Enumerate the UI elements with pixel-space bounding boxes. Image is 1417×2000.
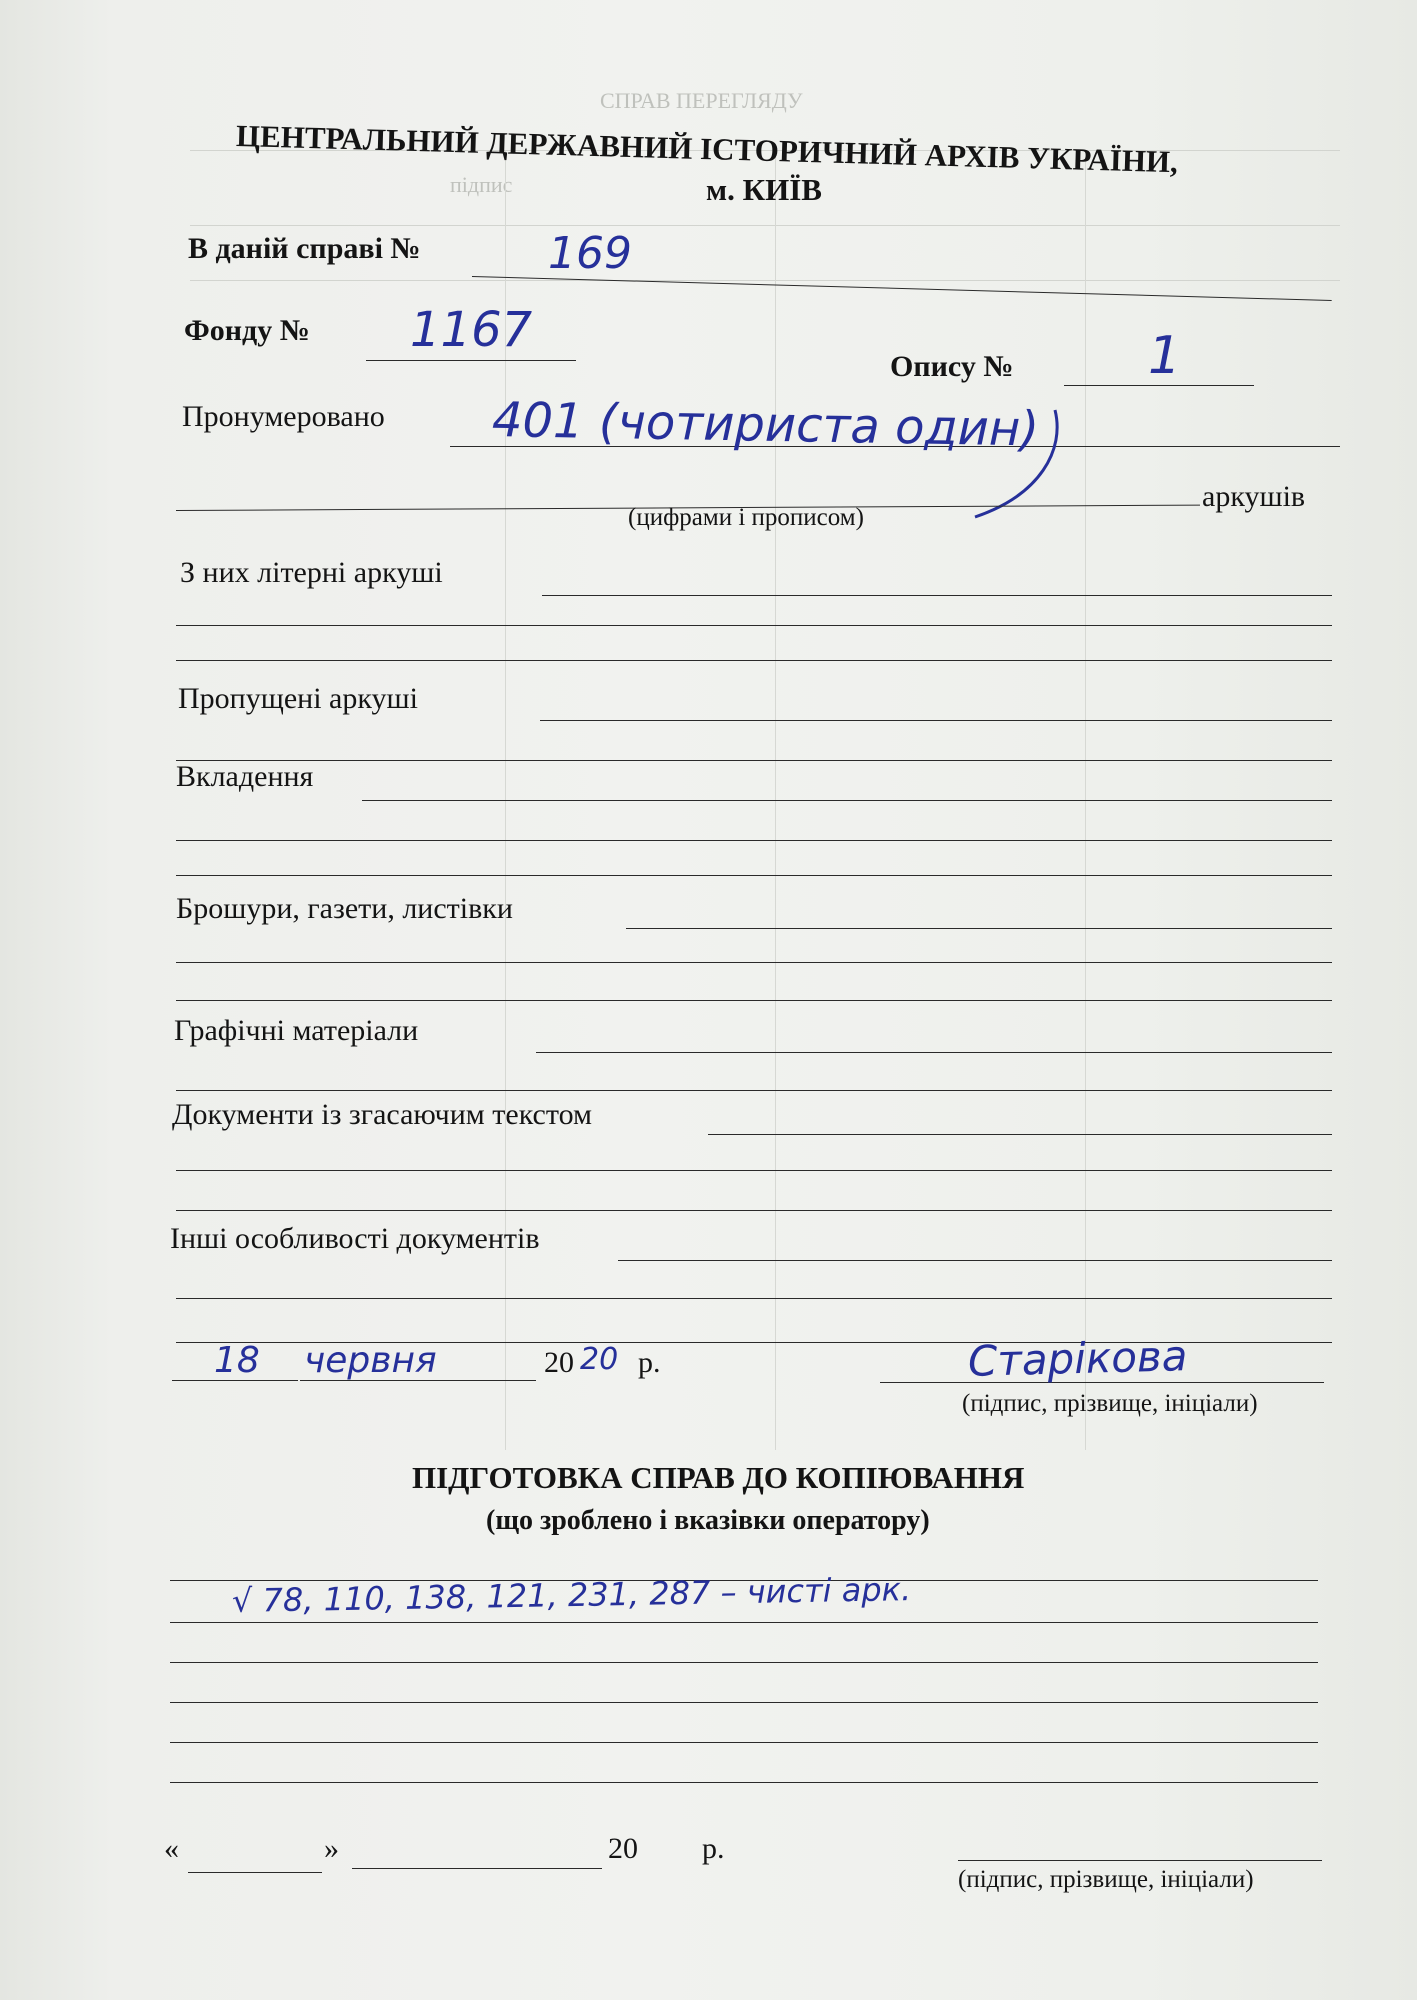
inventory-number-value: 1 (1148, 326, 1182, 386)
numbered-caption: (цифрами і прописом) (628, 504, 864, 531)
bottom-signature-caption: (підпис, прізвище, ініціали) (958, 1866, 1254, 1893)
bottom-signature-line (958, 1860, 1322, 1861)
missing-sheets-line-1 (540, 720, 1332, 721)
graphic-materials-line-1 (536, 1052, 1332, 1053)
numbered-label: Пронумеровано (182, 400, 385, 433)
graphic-materials-line-2 (176, 1090, 1332, 1091)
handwritten-signature: Старікова (967, 1331, 1189, 1386)
letter-sheets-line-2 (176, 625, 1332, 626)
open-quote: « (164, 1832, 179, 1865)
attachments-line-2 (176, 840, 1332, 841)
other-features-label: Інші особливості документів (170, 1222, 540, 1255)
copy-prep-line-4 (170, 1702, 1318, 1703)
ghost-text: СПРАВ ПЕРЕГЛЯДУ (600, 88, 803, 113)
ghost-text: підпис (450, 172, 513, 197)
other-features-line-1 (618, 1260, 1332, 1261)
fading-docs-line-2 (176, 1170, 1332, 1171)
close-quote: » (324, 1832, 339, 1865)
bottom-day-line (188, 1872, 322, 1873)
copy-prep-subtitle: (що зроблено і вказівки оператору) (486, 1505, 930, 1536)
case-number-value: 169 (548, 228, 632, 279)
date-month: червня (304, 1340, 437, 1381)
signature-caption: (підпис, прізвище, ініціали) (962, 1390, 1258, 1417)
brochures-line-2 (176, 962, 1332, 963)
handwritten-stroke (960, 405, 1070, 525)
attachments-line-3 (176, 875, 1332, 876)
fading-docs-label: Документи із згасаючим текстом (172, 1098, 592, 1131)
brochures-line-3 (176, 1000, 1332, 1001)
fading-docs-line-1 (708, 1134, 1332, 1135)
case-number-label: В даній справі № (188, 232, 421, 265)
attachments-label: Вкладення (176, 760, 314, 793)
letter-sheets-label: З них літерні аркуші (180, 556, 443, 589)
numbered-value: 401 (чотириста один) (491, 392, 1040, 458)
inventory-number-label: Опису № (890, 350, 1014, 383)
date-day: 18 (214, 1340, 260, 1381)
ghost-line (190, 225, 1340, 226)
year-abbrev: р. (638, 1346, 661, 1379)
ghost-line (190, 280, 1340, 281)
copy-prep-note: √ 78, 110, 138, 121, 231, 287 – чисті арк. (231, 1570, 912, 1620)
bottom-year-abbrev: р. (702, 1832, 725, 1865)
other-features-line-2 (176, 1298, 1332, 1299)
attachments-line-1 (362, 800, 1332, 801)
brochures-line-1 (626, 928, 1332, 929)
fond-number-line (366, 360, 576, 361)
bottom-month-line (352, 1868, 602, 1869)
bottom-year-prefix: 20 (608, 1832, 638, 1865)
fond-number-label: Фонду № (184, 314, 310, 347)
copy-prep-line-6 (170, 1782, 1318, 1783)
fading-docs-line-3 (176, 1210, 1332, 1211)
copy-prep-line-2 (170, 1622, 1318, 1623)
sheets-unit: аркушів (1202, 480, 1306, 513)
letter-sheets-line-1 (542, 595, 1332, 596)
missing-sheets-line-2 (176, 760, 1332, 761)
archive-city: м. КИЇВ (706, 172, 822, 207)
copy-prep-title: ПІДГОТОВКА СПРАВ ДО КОПІЮВАННЯ (412, 1460, 1025, 1495)
date-year-prefix: 20 (544, 1346, 574, 1379)
fond-number-value: 1167 (410, 302, 533, 358)
brochures-label: Брошури, газети, листівки (176, 892, 513, 925)
letter-sheets-line-3 (176, 660, 1332, 661)
graphic-materials-label: Графічні матеріали (174, 1014, 419, 1047)
missing-sheets-label: Пропущені аркуші (178, 682, 418, 715)
copy-prep-line-5 (170, 1742, 1318, 1743)
copy-prep-line-3 (170, 1662, 1318, 1663)
date-year-suffix: 20 (580, 1342, 619, 1377)
archive-title: ЦЕНТРАЛЬНИЙ ДЕРЖАВНИЙ ІСТОРИЧНИЙ АРХІВ УКРАЇНИ, (235, 118, 1179, 180)
